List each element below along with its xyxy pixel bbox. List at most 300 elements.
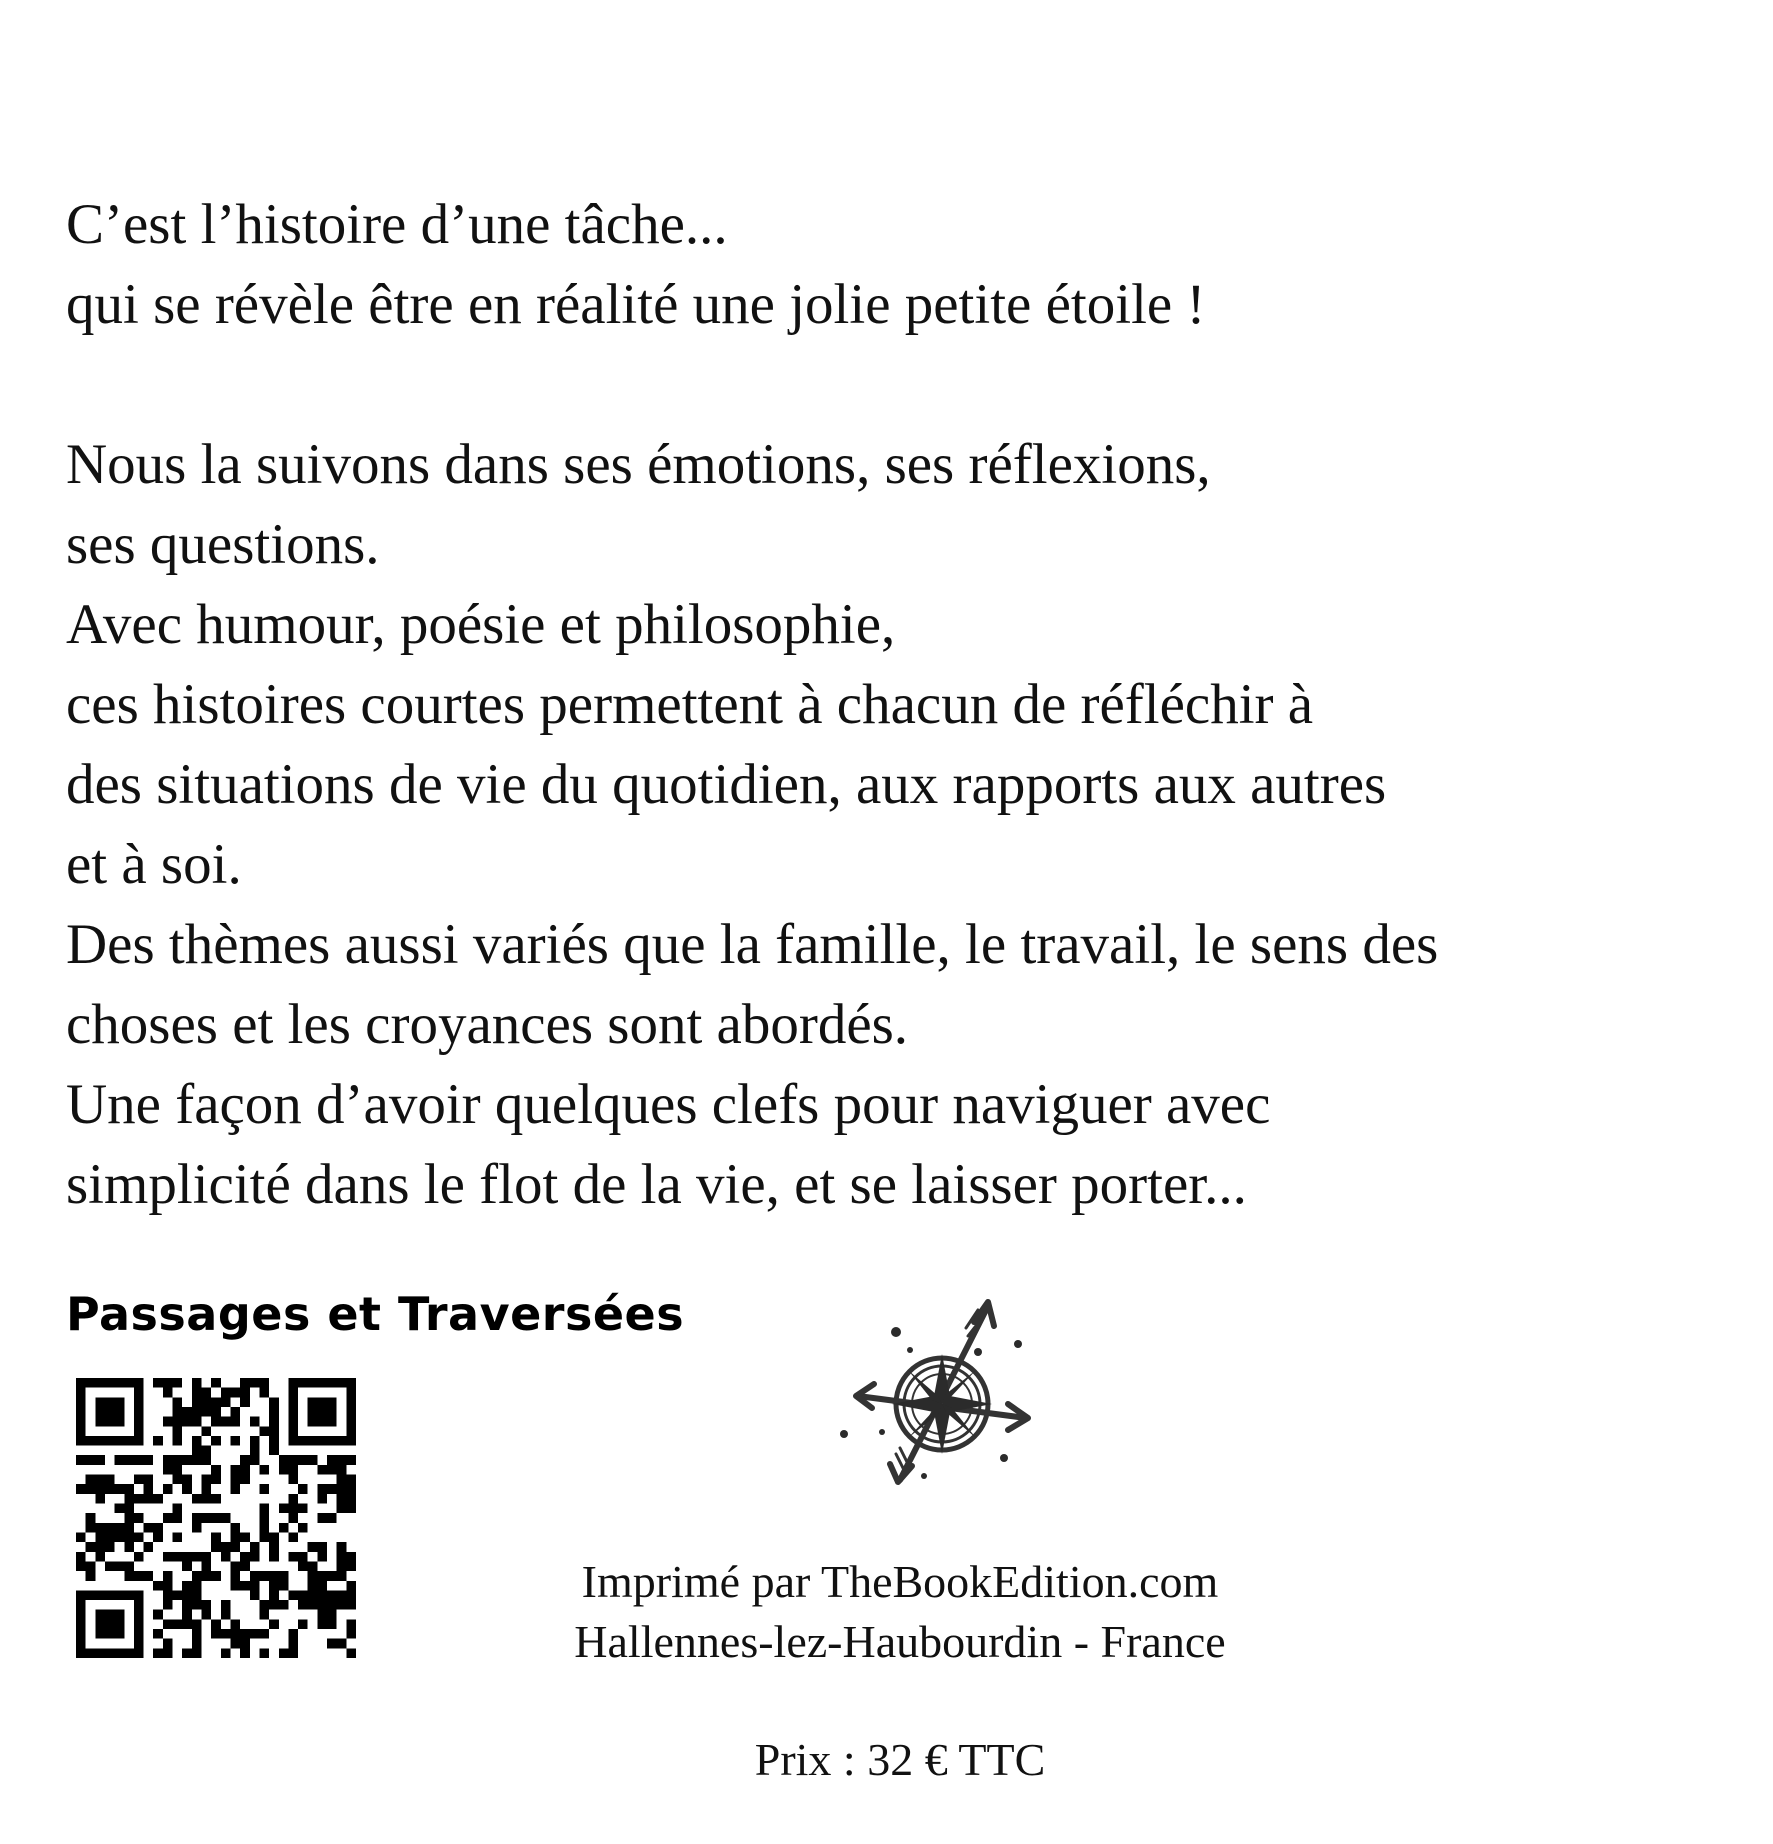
qr-module (269, 1407, 279, 1417)
qr-module (279, 1600, 289, 1610)
qr-module (76, 1610, 86, 1620)
qr-module (211, 1417, 221, 1427)
qr-module (192, 1639, 202, 1649)
qr-module (279, 1455, 289, 1465)
qr-module (211, 1619, 221, 1629)
qr-module (192, 1629, 202, 1639)
blurb-line: des situations de vie du quotidien, aux rapports aux autres (66, 753, 1387, 816)
qr-module (317, 1494, 327, 1504)
qr-module (95, 1436, 105, 1446)
qr-module (134, 1388, 144, 1398)
qr-module (337, 1542, 347, 1552)
qr-module (317, 1436, 327, 1446)
qr-module (76, 1590, 86, 1600)
qr-module (192, 1407, 202, 1417)
qr-module (182, 1552, 192, 1562)
qr-module (202, 1407, 212, 1417)
qr-module (76, 1600, 86, 1610)
qr-module (76, 1639, 86, 1649)
qr-module (144, 1455, 154, 1465)
qr-module (173, 1590, 183, 1600)
qr-module (298, 1484, 308, 1494)
qr-module (124, 1378, 134, 1388)
qr-module (76, 1552, 86, 1562)
qr-module (134, 1639, 144, 1649)
qr-module (221, 1388, 231, 1398)
qr-module (327, 1455, 337, 1465)
printer-location: Hallennes-lez-Haubourdin - France (574, 1616, 1226, 1667)
qr-module (346, 1484, 356, 1494)
qr-module (269, 1417, 279, 1427)
qr-module (173, 1407, 183, 1417)
qr-module (86, 1475, 96, 1485)
qr-module (202, 1475, 212, 1485)
qr-module (134, 1571, 144, 1581)
qr-module (317, 1397, 327, 1407)
qr-module (76, 1561, 86, 1571)
qr-module (192, 1590, 202, 1600)
qr-module (279, 1504, 289, 1514)
blurb-line: ces histoires courtes permettent à chacun de réfléchir à (66, 673, 1314, 736)
qr-module (144, 1542, 154, 1552)
qr-module (288, 1397, 298, 1407)
qr-module (327, 1378, 337, 1388)
qr-module (124, 1648, 134, 1658)
qr-module (288, 1455, 298, 1465)
qr-module (153, 1629, 163, 1639)
qr-module (269, 1397, 279, 1407)
qr-module (115, 1590, 125, 1600)
qr-module (327, 1397, 337, 1407)
qr-module (269, 1532, 279, 1542)
qr-module (76, 1619, 86, 1629)
qr-module (230, 1388, 240, 1398)
blurb-line: Avec humour, poésie et philosophie, (66, 593, 896, 656)
qr-module (346, 1619, 356, 1629)
qr-module (95, 1532, 105, 1542)
qr-module (173, 1619, 183, 1629)
qr-module (173, 1475, 183, 1485)
qr-module (76, 1532, 86, 1542)
qr-module (259, 1484, 269, 1494)
qr-module (259, 1504, 269, 1514)
qr-module (76, 1629, 86, 1639)
qr-module (269, 1542, 279, 1552)
publisher-name: Passages et Traversées (66, 1287, 685, 1341)
qr-module (337, 1561, 347, 1571)
qr-module (124, 1484, 134, 1494)
qr-module (240, 1455, 250, 1465)
qr-module (105, 1590, 115, 1600)
qr-module (95, 1590, 105, 1600)
qr-module (211, 1542, 221, 1552)
qr-module (259, 1532, 269, 1542)
qr-module (221, 1513, 231, 1523)
qr-module (182, 1648, 192, 1658)
qr-module (173, 1455, 183, 1465)
qr-module (144, 1523, 154, 1533)
qr-module (308, 1397, 318, 1407)
qr-module (288, 1417, 298, 1427)
qr-module (144, 1475, 154, 1485)
qr-module (317, 1571, 327, 1581)
qr-module (250, 1446, 260, 1456)
qr-module (192, 1494, 202, 1504)
qr-module (86, 1378, 96, 1388)
qr-module (269, 1600, 279, 1610)
qr-module (202, 1388, 212, 1398)
qr-module (230, 1407, 240, 1417)
qr-module (211, 1397, 221, 1407)
qr-module (182, 1619, 192, 1629)
qr-module (221, 1397, 231, 1407)
qr-module (76, 1378, 86, 1388)
qr-module (337, 1494, 347, 1504)
qr-module (346, 1648, 356, 1658)
qr-module (288, 1465, 298, 1475)
qr-module (134, 1648, 144, 1658)
qr-module (337, 1600, 347, 1610)
qr-module (105, 1397, 115, 1407)
qr-module (182, 1590, 192, 1600)
qr-module (211, 1494, 221, 1504)
qr-module (76, 1426, 86, 1436)
qr-module (163, 1600, 173, 1610)
qr-module (95, 1407, 105, 1417)
qr-module (134, 1407, 144, 1417)
qr-module (240, 1388, 250, 1398)
qr-module (221, 1610, 231, 1620)
qr-module (230, 1571, 240, 1581)
qr-module (173, 1417, 183, 1427)
qr-module (115, 1648, 125, 1658)
qr-module (211, 1436, 221, 1446)
qr-module (317, 1619, 327, 1629)
qr-module (76, 1484, 86, 1494)
qr-module (337, 1465, 347, 1475)
qr-module (192, 1552, 202, 1562)
qr-module (76, 1455, 86, 1465)
qr-module (105, 1629, 115, 1639)
qr-module (192, 1436, 202, 1446)
qr-module (298, 1561, 308, 1571)
blurb-line: qui se révèle être en réalité une jolie petite étoile ! (66, 273, 1206, 336)
qr-module (115, 1417, 125, 1427)
qr-module (288, 1504, 298, 1514)
qr-module (308, 1436, 318, 1446)
qr-module (202, 1513, 212, 1523)
qr-module (86, 1590, 96, 1600)
qr-module (134, 1513, 144, 1523)
qr-module (269, 1446, 279, 1456)
qr-module (240, 1475, 250, 1485)
qr-module (192, 1417, 202, 1427)
qr-module (259, 1648, 269, 1658)
qr-module (95, 1494, 105, 1504)
qr-module (95, 1610, 105, 1620)
qr-module (95, 1619, 105, 1629)
qr-module (327, 1571, 337, 1581)
qr-module (115, 1523, 125, 1533)
qr-module (308, 1455, 318, 1465)
qr-module (86, 1484, 96, 1494)
blurb-line: choses et les croyances sont abordés. (66, 993, 909, 1056)
qr-module (173, 1378, 183, 1388)
qr-module (105, 1532, 115, 1542)
qr-module (288, 1590, 298, 1600)
qr-module (317, 1484, 327, 1494)
qr-module (317, 1465, 327, 1475)
qr-module (288, 1513, 298, 1523)
qr-module (182, 1600, 192, 1610)
qr-module (115, 1484, 125, 1494)
qr-module (134, 1417, 144, 1427)
qr-module (153, 1436, 163, 1446)
qr-module (192, 1388, 202, 1398)
qr-module (182, 1475, 192, 1485)
qr-module (124, 1494, 134, 1504)
qr-module (230, 1484, 240, 1494)
qr-module (288, 1532, 298, 1542)
qr-module (327, 1619, 337, 1629)
qr-module (115, 1629, 125, 1639)
qr-module (279, 1648, 289, 1658)
qr-module (259, 1465, 269, 1475)
qr-module (182, 1561, 192, 1571)
qr-module (163, 1455, 173, 1465)
qr-module (211, 1378, 221, 1388)
qr-module (250, 1436, 260, 1446)
qr-module (240, 1561, 250, 1571)
qr-module (105, 1378, 115, 1388)
qr-module (240, 1378, 250, 1388)
qr-module (317, 1600, 327, 1610)
qr-module (298, 1504, 308, 1514)
qr-module (124, 1436, 134, 1446)
qr-module (288, 1407, 298, 1417)
qr-module (105, 1619, 115, 1629)
qr-module (76, 1388, 86, 1398)
qr-module (95, 1484, 105, 1494)
qr-module (202, 1600, 212, 1610)
qr-module (211, 1532, 221, 1542)
qr-module (211, 1475, 221, 1485)
qr-module (134, 1455, 144, 1465)
qr-module (327, 1417, 337, 1427)
qr-module (250, 1378, 260, 1388)
qr-module (134, 1475, 144, 1485)
qr-module (134, 1397, 144, 1407)
qr-module (202, 1484, 212, 1494)
qr-module (95, 1542, 105, 1552)
qr-module (124, 1513, 134, 1523)
qr-module (134, 1378, 144, 1388)
qr-module (259, 1378, 269, 1388)
qr-module (221, 1629, 231, 1639)
qr-module (337, 1590, 347, 1600)
qr-module (346, 1455, 356, 1465)
qr-module (192, 1513, 202, 1523)
qr-module (308, 1407, 318, 1417)
qr-module (95, 1648, 105, 1658)
qr-module (327, 1639, 337, 1649)
qr-module (202, 1426, 212, 1436)
qr-module (153, 1648, 163, 1658)
qr-module (337, 1378, 347, 1388)
qr-module (86, 1648, 96, 1658)
qr-module (163, 1552, 173, 1562)
qr-module (327, 1590, 337, 1600)
qr-module (173, 1426, 183, 1436)
qr-module (308, 1542, 318, 1552)
qr-module (86, 1571, 96, 1581)
qr-module (124, 1504, 134, 1514)
qr-module (202, 1494, 212, 1504)
qr-module (288, 1436, 298, 1446)
qr-module (182, 1610, 192, 1620)
qr-module (163, 1648, 173, 1658)
qr-module (115, 1378, 125, 1388)
qr-module (327, 1513, 337, 1523)
qr-module (124, 1523, 134, 1533)
qr-module (317, 1407, 327, 1417)
qr-module (115, 1397, 125, 1407)
qr-module (105, 1610, 115, 1620)
qr-module (230, 1523, 240, 1533)
qr-module (288, 1552, 298, 1562)
qr-module (346, 1581, 356, 1591)
qr-module (250, 1629, 260, 1639)
qr-module (86, 1561, 96, 1571)
qr-module (182, 1417, 192, 1427)
qr-module (337, 1484, 347, 1494)
qr-module (327, 1465, 337, 1475)
qr-module (346, 1388, 356, 1398)
qr-module (230, 1475, 240, 1485)
qr-module (327, 1484, 337, 1494)
qr-module (163, 1484, 173, 1494)
qr-module (163, 1513, 173, 1523)
qr-module (250, 1417, 260, 1427)
qr-module (192, 1648, 202, 1658)
qr-module (230, 1619, 240, 1629)
qr-module (105, 1648, 115, 1658)
qr-module (153, 1494, 163, 1504)
price-label: Prix : 32 € TTC (754, 1734, 1046, 1785)
qr-module (240, 1532, 250, 1542)
qr-module (202, 1610, 212, 1620)
qr-module (134, 1590, 144, 1600)
qr-module (95, 1552, 105, 1562)
qr-module (337, 1504, 347, 1514)
qr-module (192, 1397, 202, 1407)
qr-module (86, 1513, 96, 1523)
qr-module (259, 1600, 269, 1610)
qr-module (308, 1378, 318, 1388)
back-cover-blurb (66, 185, 1706, 1225)
qr-module (153, 1610, 163, 1620)
qr-module (115, 1610, 125, 1620)
qr-module (308, 1600, 318, 1610)
qr-module (192, 1455, 202, 1465)
qr-module (192, 1446, 202, 1456)
qr-module (192, 1619, 202, 1629)
qr-module (163, 1590, 173, 1600)
qr-module (134, 1426, 144, 1436)
qr-module (95, 1378, 105, 1388)
qr-module (211, 1513, 221, 1523)
qr-module (298, 1552, 308, 1562)
qr-module (173, 1436, 183, 1446)
qr-module (259, 1513, 269, 1523)
qr-module (317, 1542, 327, 1552)
qr-module (76, 1397, 86, 1407)
qr-module (173, 1465, 183, 1475)
qr-module (327, 1407, 337, 1417)
qr-module (327, 1436, 337, 1446)
qr-module (163, 1639, 173, 1649)
qr-module (230, 1629, 240, 1639)
qr-module (269, 1581, 279, 1591)
blurb-line: Une façon d’avoir quelques clefs pour naviguer avec (66, 1073, 1271, 1136)
compass-rose-icon (838, 1288, 1038, 1488)
qr-module (337, 1571, 347, 1581)
printer-info (500, 1552, 1300, 1672)
qr-module (327, 1610, 337, 1620)
qr-module (327, 1600, 337, 1610)
qr-module (211, 1571, 221, 1581)
qr-module (240, 1465, 250, 1475)
qr-module (250, 1552, 260, 1562)
qr-module (298, 1523, 308, 1533)
qr-module (240, 1629, 250, 1639)
qr-module (95, 1629, 105, 1639)
qr-module (346, 1378, 356, 1388)
qr-module (298, 1436, 308, 1446)
qr-module (105, 1417, 115, 1427)
qr-module (115, 1407, 125, 1417)
qr-module (192, 1581, 202, 1591)
qr-module (144, 1571, 154, 1581)
qr-module (346, 1504, 356, 1514)
qr-module (124, 1571, 134, 1581)
qr-module (134, 1629, 144, 1639)
qr-code-icon[interactable] (76, 1378, 356, 1658)
qr-module (259, 1629, 269, 1639)
qr-module (279, 1523, 289, 1533)
qr-module (202, 1561, 212, 1571)
qr-module (298, 1590, 308, 1600)
qr-module (337, 1455, 347, 1465)
qr-module (288, 1639, 298, 1649)
qr-module (163, 1571, 173, 1581)
qr-module (298, 1600, 308, 1610)
qr-module (308, 1417, 318, 1427)
qr-module (134, 1494, 144, 1504)
qr-module (173, 1504, 183, 1514)
qr-module (95, 1397, 105, 1407)
qr-module (163, 1619, 173, 1629)
qr-module (337, 1436, 347, 1446)
qr-module (279, 1465, 289, 1475)
qr-module (95, 1475, 105, 1485)
qr-module (192, 1378, 202, 1388)
qr-module (288, 1426, 298, 1436)
qr-module (288, 1648, 298, 1658)
paragraph-gap (66, 345, 1706, 425)
qr-module (192, 1571, 202, 1581)
qr-module (134, 1610, 144, 1620)
